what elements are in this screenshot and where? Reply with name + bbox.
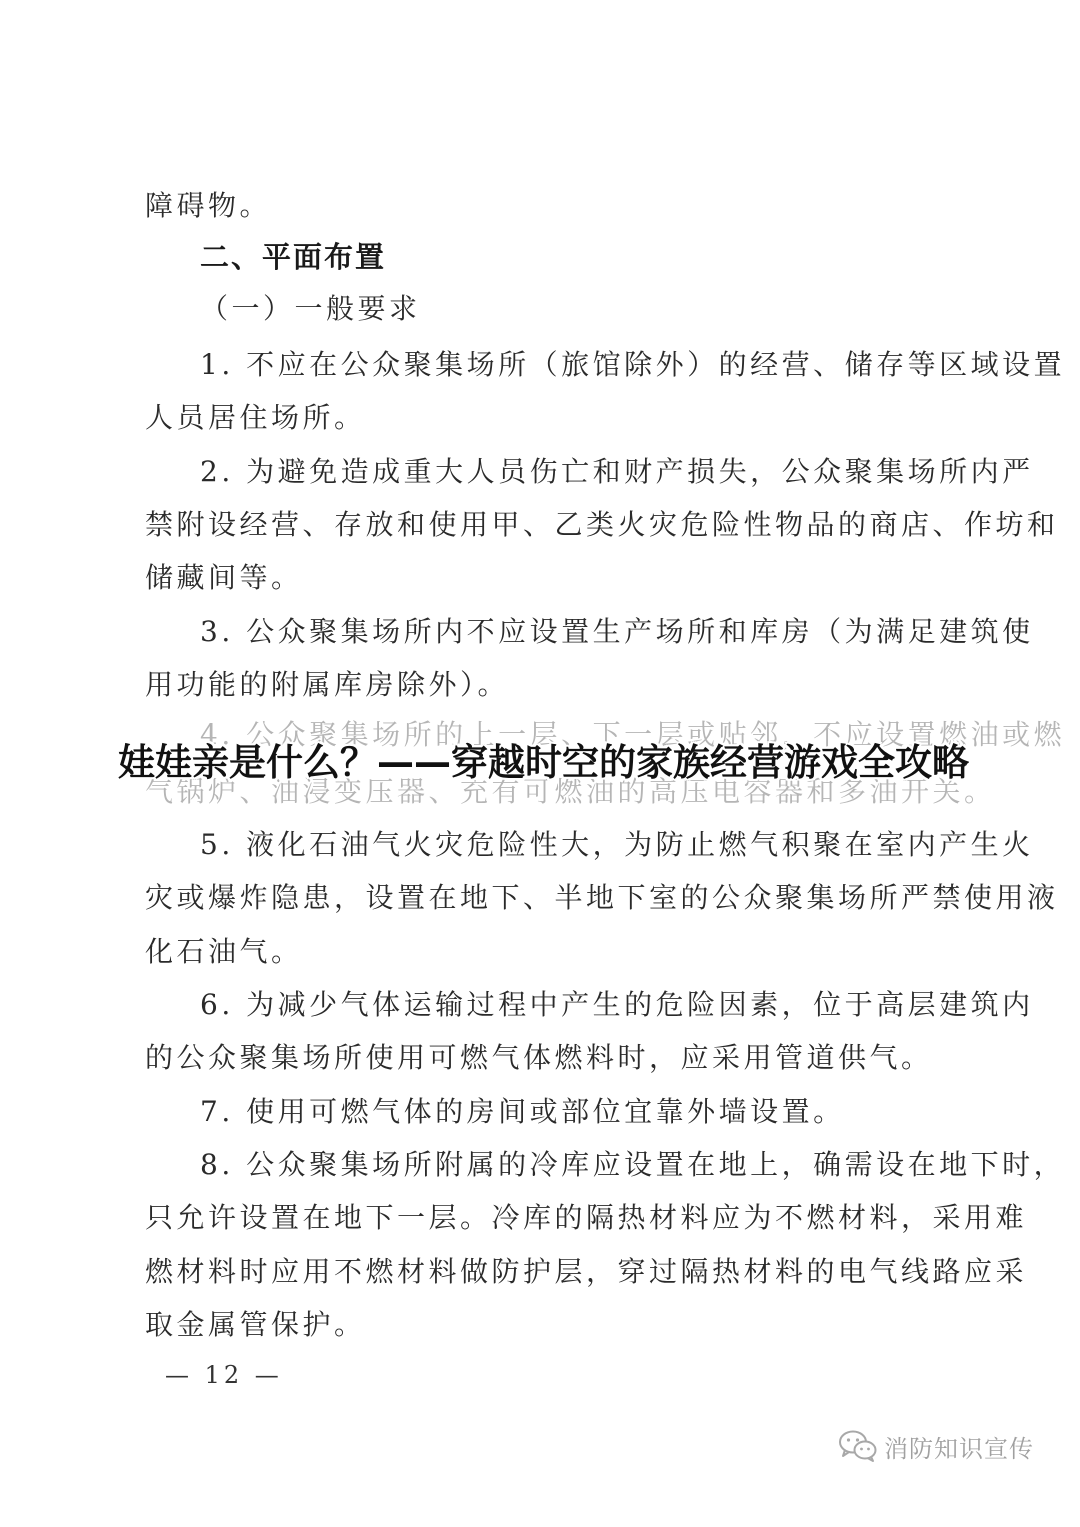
text-line: 8. 公众聚集场所附属的冷库应设置在地上，确需设在地下时， [200,1148,1066,1181]
text-line: 3. 公众聚集场所内不应设置生产场所和库房（为满足建筑使 [200,615,1034,648]
section-heading: 二、平面布置 [200,240,387,274]
page-number: — 12 — [165,1361,283,1389]
text-line: 2. 为避免造成重大人员伤亡和财产损失，公众聚集场所内严 [200,455,1034,488]
overlay-title: 娃娃亲是什么？——穿越时空的家族经营游戏全攻略 [118,741,969,784]
text-line: 禁附设经营、存放和使用甲、乙类火灾危险性物品的商店、作坊和 [145,508,1059,541]
text-line: 灾或爆炸隐患，设置在地下、半地下室的公众聚集场所严禁使用液 [145,881,1059,914]
subsection-heading: （一）一般要求 [200,292,421,325]
text-line: 燃材料时应用不燃材料做防护层，穿过隔热材料的电气线路应采 [145,1255,1028,1288]
watermark [838,1424,1034,1468]
text-line-faded: 4. 公众聚集场所的上一层、下一层或贴邻，不应设置燃油或燃 [200,718,1066,751]
text-line: 的公众聚集场所使用可燃气体燃料时，应采用管道供气。 [145,1041,933,1074]
text-line: 1. 不应在公众聚集场所（旅馆除外）的经营、储存等区域设置 [200,348,1066,381]
wechat-icon [838,1429,878,1463]
text-line: 7. 使用可燃气体的房间或部位宜靠外墙设置。 [200,1095,845,1128]
text-line: 人员居住场所。 [145,401,366,434]
text-line: 化石油气。 [145,935,303,968]
text-line: 只允许设置在地下一层。冷库的隔热材料应为不燃材料，采用难 [145,1201,1028,1234]
text-line: 储藏间等。 [145,561,303,594]
text-line: 用功能的附属库房除外）。 [145,668,510,701]
text-line: 取金属管保护。 [145,1308,366,1341]
watermark-text: 消防知识宣传 [884,1434,1034,1463]
text-line: 5. 液化石油气火灾危险性大，为防止燃气积聚在室内产生火 [200,828,1034,861]
text-line: 障碍物。 [145,189,272,222]
text-line: 6. 为减少气体运输过程中产生的危险因素，位于高层建筑内 [200,988,1034,1021]
text-line-faded: 气锅炉、油浸变压器、充有可燃油的高压电容器和多油开关。 [145,775,996,808]
